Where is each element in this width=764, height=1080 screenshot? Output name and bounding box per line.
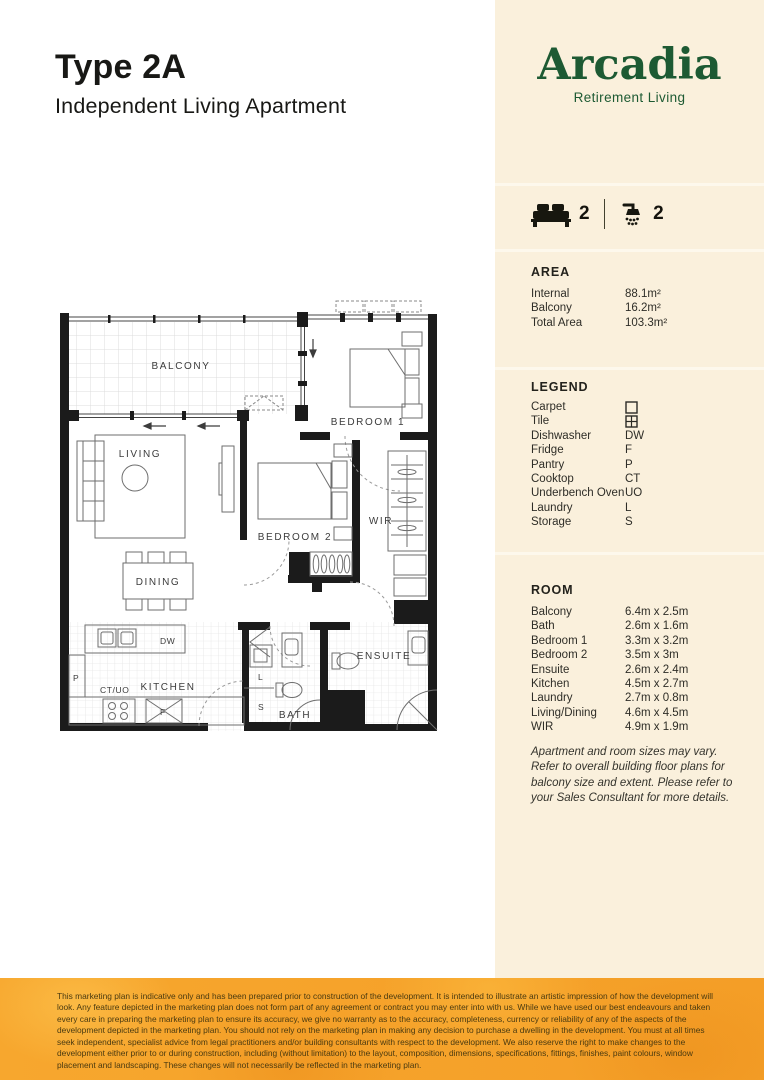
marketing-disclaimer: This marketing plan is indicative only and has been prepared prior to construction of the development. It is intended to illustrate an artistic impression of how the development will look. Any feature depicted in the marketing plan does not form part of any agreement or contract you may enter into with us. While we have used our best endeavours and taken every care in preparing the marketing plan to ensure its accuracy, we give no warranty as to the accuracy, completeness, currency or reliability of any of the aspects of the development depicted in the marketing plan. You should not rely on the marketing plan in making any decision to purchase a dwelling in the development. You must at all times seek independent, specialist advice from legal practitioners and/or building consultants with respect to the development. We also reserve the right to make changes to the development either prior to or during construction, including (without limitation) to the layout, composition, dimensions, specifications, fittings, finishes, paint colours, window placement and landscaping. These changes will not necessarily be reflected in the marketing plan. bbox=[57, 991, 713, 1070]
area-row: Balcony 16.2m² bbox=[531, 302, 661, 315]
legend-row: Dishwasher DW bbox=[531, 429, 645, 442]
area-row: Total Area 103.3m² bbox=[531, 316, 668, 329]
label-bedroom1: BEDROOM 1 bbox=[330, 417, 406, 428]
tile-icon bbox=[625, 415, 638, 428]
room-heading: ROOM bbox=[531, 583, 574, 597]
sidebar bbox=[495, 0, 764, 978]
title-block bbox=[55, 50, 346, 119]
area-heading: AREA bbox=[531, 265, 571, 279]
page-subtitle: Independent Living Apartment bbox=[55, 93, 347, 118]
label-dw: DW bbox=[160, 636, 176, 646]
room-row: Bedroom 2 3.5m x 3m bbox=[531, 649, 679, 662]
stats-divider bbox=[604, 199, 606, 229]
label-living: LIVING bbox=[118, 449, 162, 460]
room-section bbox=[531, 583, 741, 736]
label-ensuite: ENSUITE bbox=[356, 651, 412, 662]
bed-bath-stats bbox=[531, 196, 664, 232]
divider bbox=[495, 249, 764, 252]
sizes-note: Apartment and room sizes may vary. Refer to overall building floor plans for balcony size and extent. Please refer to your Sales Consultant for more details. bbox=[531, 746, 733, 805]
legend-row: Fridge F bbox=[531, 444, 633, 457]
brand-name: Arcadia bbox=[537, 40, 722, 90]
bath-count: 2 bbox=[653, 203, 664, 224]
legend-row: Storage S bbox=[531, 516, 633, 529]
room-row: Bath 2.6m x 1.6m bbox=[531, 620, 689, 633]
floor-plan bbox=[48, 293, 460, 741]
legend-row: Tile bbox=[531, 415, 741, 429]
footer-band bbox=[0, 978, 764, 1080]
legend-row: Pantry P bbox=[531, 458, 633, 471]
brand-logo bbox=[495, 40, 764, 105]
page-title: Type 2A bbox=[55, 48, 187, 86]
legend-heading: LEGEND bbox=[531, 380, 589, 394]
label-dining: DINING bbox=[135, 577, 181, 588]
bed-count: 2 bbox=[579, 203, 590, 224]
divider bbox=[495, 183, 764, 186]
legend-row: Cooktop CT bbox=[531, 472, 641, 485]
label-balcony: BALCONY bbox=[151, 361, 211, 372]
label-ctuo: CT/UO bbox=[100, 685, 130, 695]
room-row: Kitchen 4.5m x 2.7m bbox=[531, 677, 689, 690]
label-bedroom2: BEDROOM 2 bbox=[257, 532, 333, 543]
legend-section bbox=[531, 380, 741, 531]
label-pantry: P bbox=[73, 673, 80, 683]
label-fridge: F bbox=[160, 707, 166, 717]
label-bath: BATH bbox=[278, 710, 312, 721]
divider bbox=[495, 367, 764, 370]
room-row: Living/Dining 4.6m x 4.5m bbox=[531, 706, 689, 719]
room-row: Laundry 2.7m x 0.8m bbox=[531, 692, 689, 705]
shower-icon bbox=[619, 200, 645, 228]
wir-shelving bbox=[388, 451, 426, 596]
legend-row: Carpet bbox=[531, 401, 741, 415]
room-row: WIR 4.9m x 1.9m bbox=[531, 721, 689, 734]
room-row: Ensuite 2.6m x 2.4m bbox=[531, 663, 689, 676]
divider bbox=[495, 552, 764, 555]
label-kitchen: KITCHEN bbox=[140, 682, 196, 693]
legend-row: Laundry L bbox=[531, 501, 632, 514]
label-laundry: L bbox=[258, 672, 264, 682]
room-row: Balcony 6.4m x 2.5m bbox=[531, 606, 689, 618]
carpet-icon bbox=[625, 401, 638, 414]
label-storage: S bbox=[258, 702, 265, 712]
area-row: Internal 88.1m² bbox=[531, 288, 661, 300]
bed-icon bbox=[531, 201, 571, 227]
area-section bbox=[531, 265, 741, 331]
bedroom1-furniture bbox=[350, 332, 422, 418]
brand-tagline: Retirement Living bbox=[573, 90, 686, 105]
room-row: Bedroom 1 3.3m x 3.2m bbox=[531, 634, 689, 647]
legend-row: Underbench Oven UO bbox=[531, 487, 643, 500]
label-wir: WIR bbox=[368, 516, 394, 527]
